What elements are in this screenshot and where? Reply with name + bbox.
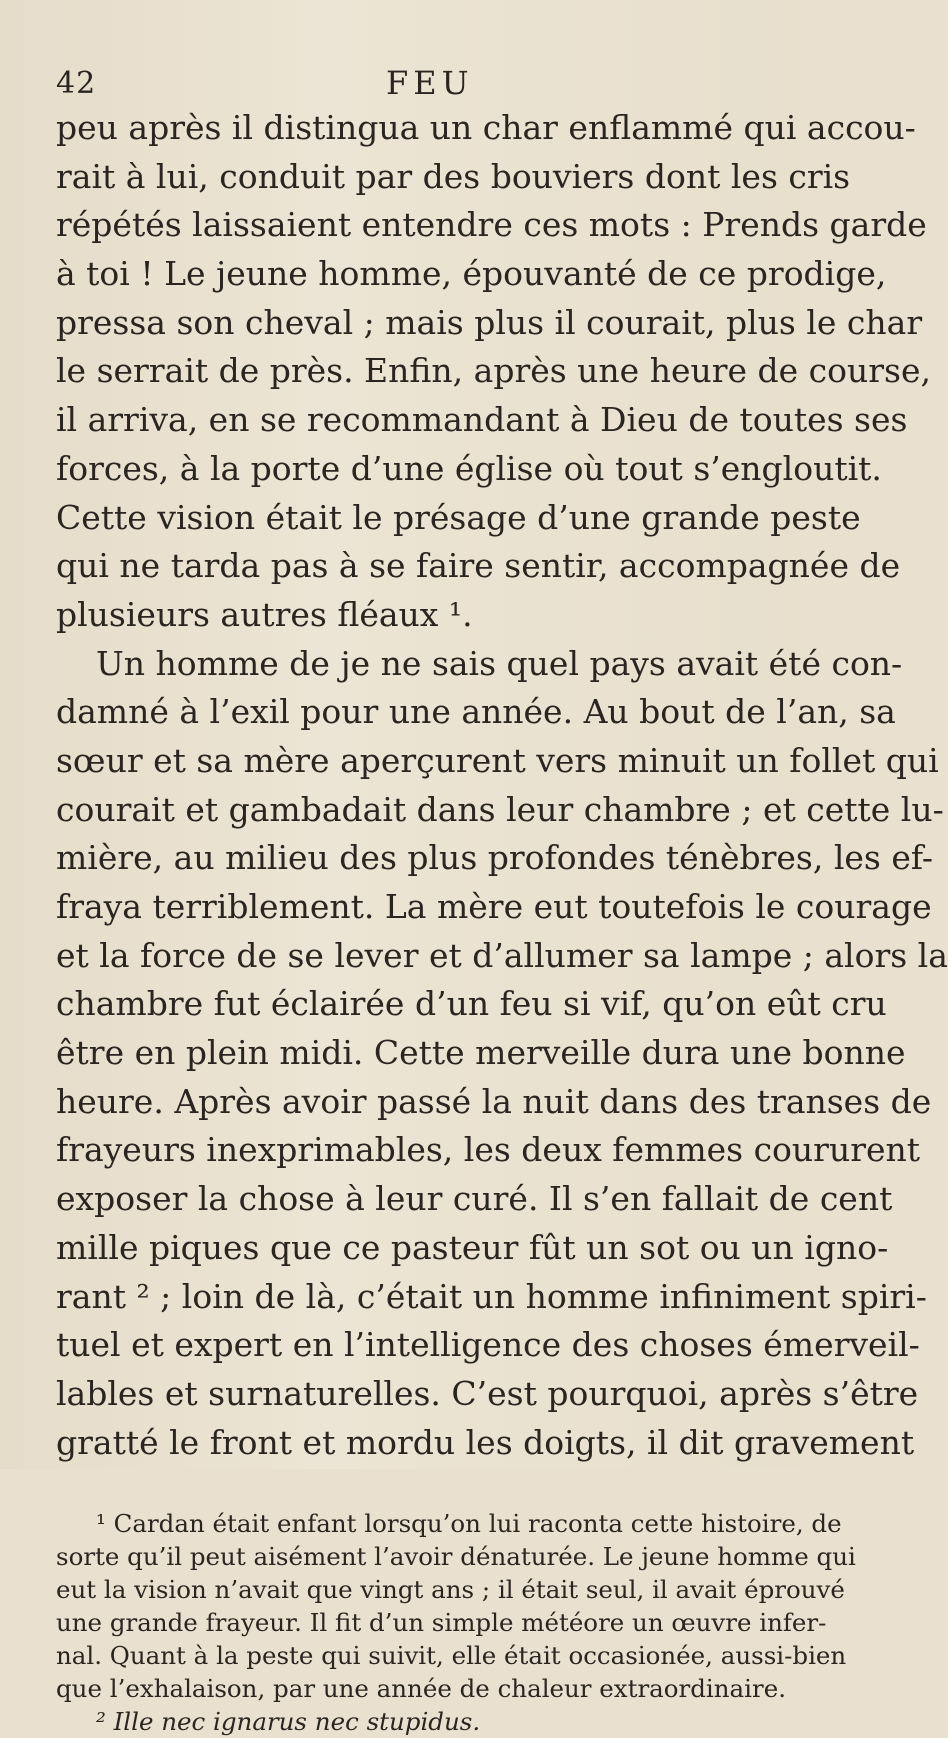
text-line: il arriva, en se recommandant à Dieu de toutes ses: [56, 400, 908, 440]
main-text: [56, 104, 948, 1467]
text-line: et la force de se lever et d’allumer sa lampe ; alors la: [56, 935, 948, 975]
text-line: damné à l’exil pour une année. Au bout de l’an, sa: [56, 692, 896, 732]
footnote-1-line: une grande frayeur. Il fit d’un simple météore un œuvre infer-: [56, 1608, 827, 1638]
footnote-2: ² Ille nec ignarus nec stupidus.: [96, 1707, 481, 1737]
text-line: le serrait de près. Enfin, après une heure de course,: [56, 351, 931, 391]
text-line: chambre fut éclairée d’un feu si vif, qu’on eût cru: [56, 984, 887, 1024]
running-title: FEU: [386, 64, 474, 102]
text-line: mille piques que ce pasteur fût un sot ou un igno-: [56, 1227, 889, 1267]
paragraph-start-line: Un homme de je ne sais quel pays avait été con-: [96, 643, 903, 683]
footnote-1-line: eut la vision n’avait que vingt ans ; il était seul, il avait éprouvé: [56, 1575, 845, 1605]
text-line: peu après il distingua un char enflammé qui accou-: [56, 108, 916, 147]
footnote-1-line: nal. Quant à la peste qui suivit, elle était occasionée, aussi-bien: [56, 1641, 847, 1671]
footnote-1-line: ¹ Cardan était enfant lorsqu’on lui raconta cette histoire, de: [96, 1509, 842, 1539]
text-line: rait à lui, conduit par des bouviers dont les cris: [56, 156, 851, 196]
footnotes: [56, 1507, 856, 1738]
text-line: heure. Après avoir passé la nuit dans des transes de: [56, 1081, 932, 1121]
text-line: qui ne tarda pas à se faire sentir, accompagnée de: [56, 546, 901, 586]
text-line: pressa son cheval ; mais plus il courait, plus le char: [56, 302, 923, 342]
text-line: forces, à la porte d’une église où tout s’engloutit.: [56, 448, 882, 488]
text-line: lables et surnaturelles. C’est pourquoi, après s’être: [56, 1373, 919, 1413]
text-line: courait et gambadait dans leur chambre ; et cette lu-: [56, 789, 944, 829]
running-head: [56, 60, 786, 104]
footnote-1-line: sorte qu’il peut aisément l’avoir dénaturée. Le jeune homme qui: [56, 1542, 856, 1572]
text-line: exposer la chose à leur curé. Il s’en fallait de cent: [56, 1179, 893, 1219]
text-line: sœur et sa mère aperçurent vers minuit un follet qui: [56, 740, 939, 780]
text-line: rant ² ; loin de là, c’était un homme infiniment spiri-: [56, 1276, 927, 1316]
text-line: à toi ! Le jeune homme, épouvanté de ce prodige,: [56, 254, 887, 294]
text-line: gratté le front et mordu les doigts, il dit gravement: [56, 1422, 915, 1462]
text-line: Cette vision était le présage d’une grande peste: [56, 497, 861, 537]
text-line: être en plein midi. Cette merveille dura une bonne: [56, 1033, 906, 1073]
text-line: fraya terriblement. La mère eut toutefois le courage: [56, 887, 932, 926]
page-number: 42: [56, 66, 97, 101]
text-line: répétés laissaient entendre ces mots : Prends garde: [56, 205, 927, 245]
text-line: frayeurs inexprimables, les deux femmes coururent: [56, 1130, 921, 1170]
text-line: tuel et expert en l’intelligence des choses émerveil-: [56, 1325, 920, 1365]
footnote-1-line: que l’exhalaison, par une année de chaleur extraordinaire.: [56, 1674, 786, 1704]
text-line: mière, au milieu des plus profondes ténèbres, les ef-: [56, 838, 934, 878]
text-line: plusieurs autres fléaux ¹.: [56, 594, 473, 634]
